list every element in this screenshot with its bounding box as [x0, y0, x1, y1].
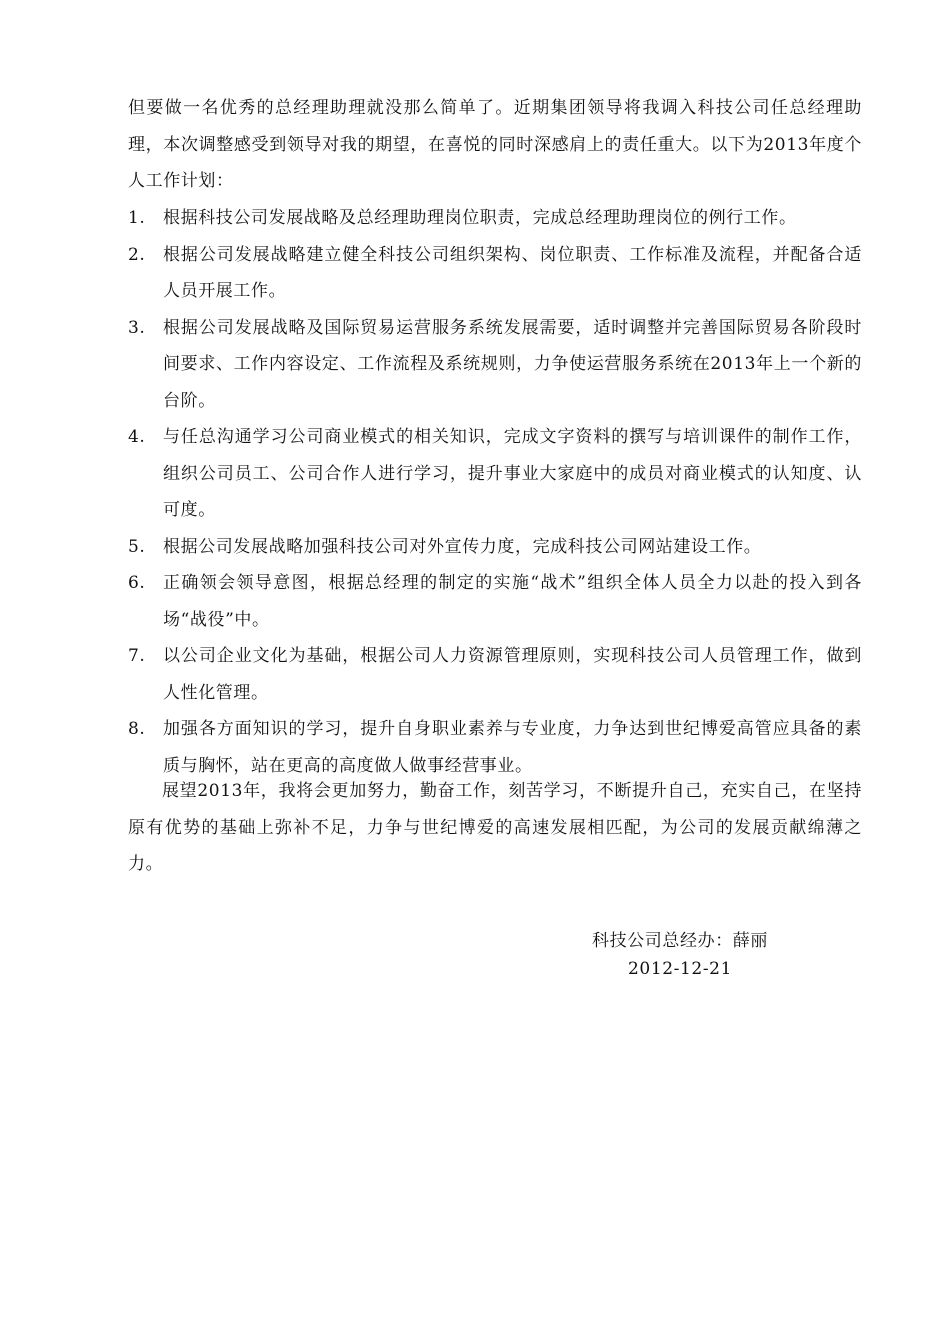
- work-plan-list: [128, 200, 862, 784]
- list-item-text: 根据公司发展战略加强科技公司对外宣传力度，完成科技公司网站建设工作。: [163, 536, 762, 557]
- list-item-number: 3.: [128, 317, 146, 338]
- list-item: [128, 638, 862, 711]
- list-item-text: 根据公司发展战略建立健全科技公司组织架构、岗位职责、工作标准及流程，并配备合适人员开展工作。: [163, 244, 862, 301]
- list-item-text: 以公司企业文化为基础，根据公司人力资源管理原则，实现科技公司人员管理工作，做到人性化管理。: [163, 646, 862, 703]
- list-item-text: 根据公司发展战略及国际贸易运营服务系统发展需要，适时调整并完善国际贸易各阶段时间要求、工作内容设定、工作流程及系统规则，力争使运营服务系统在2013年上一个新的台阶。: [163, 317, 862, 411]
- list-item-number: 2.: [128, 244, 146, 265]
- list-item: [128, 419, 862, 529]
- signature-name: 科技公司总经办：薛丽: [592, 931, 768, 951]
- list-item: [128, 565, 862, 638]
- list-item-text: 正确领会领导意图，根据总经理的制定的实施“战术”组织全体人员全力以赴的投入到各场“战役”中。: [163, 573, 862, 630]
- list-item-number: 8.: [128, 719, 146, 739]
- list-item-number: 5.: [128, 536, 146, 557]
- list-item-number: 1.: [128, 208, 146, 228]
- list-item: [128, 237, 862, 310]
- list-item-text: 加强各方面知识的学习，提升自身职业素养与专业度，力争达到世纪博爱高管应具备的素质与胸怀，站在更高的高度做人做事经营事业。: [163, 719, 862, 776]
- closing-paragraph: 展望2013年，我将会更加努力，勤奋工作，刻苦学习，不断提升自己，充实自己，在坚持原有优势的基础上弥补不足，力争与世纪博爱的高速发展相匹配，为公司的发展贡献绵薄之力。: [128, 781, 862, 874]
- list-item-number: 6.: [128, 573, 146, 593]
- list-item-text: 与任总沟通学习公司商业模式的相关知识，完成文字资料的撰写与培训课件的制作工作，组织公司员工、公司合作人进行学习，提升事业大家庭中的成员对商业模式的认知度、认可度。: [163, 427, 862, 520]
- list-item: [128, 310, 862, 420]
- list-item: [128, 200, 862, 237]
- list-item-number: 4.: [128, 427, 146, 447]
- list-item: [128, 529, 862, 566]
- signature-date: 2012-12-21: [627, 959, 732, 979]
- list-item-text: 根据科技公司发展战略及总经理助理岗位职责，完成总经理助理岗位的例行工作。: [163, 208, 797, 228]
- list-item-number: 7.: [128, 646, 146, 666]
- intro-paragraph: 但要做一名优秀的总经理助理就没那么简单了。近期集团领导将我调入科技公司任总经理助理，本次调整感受到领导对我的期望，在喜悦的同时深感肩上的责任重大。以下为2013年度个人工作计划：: [128, 98, 862, 191]
